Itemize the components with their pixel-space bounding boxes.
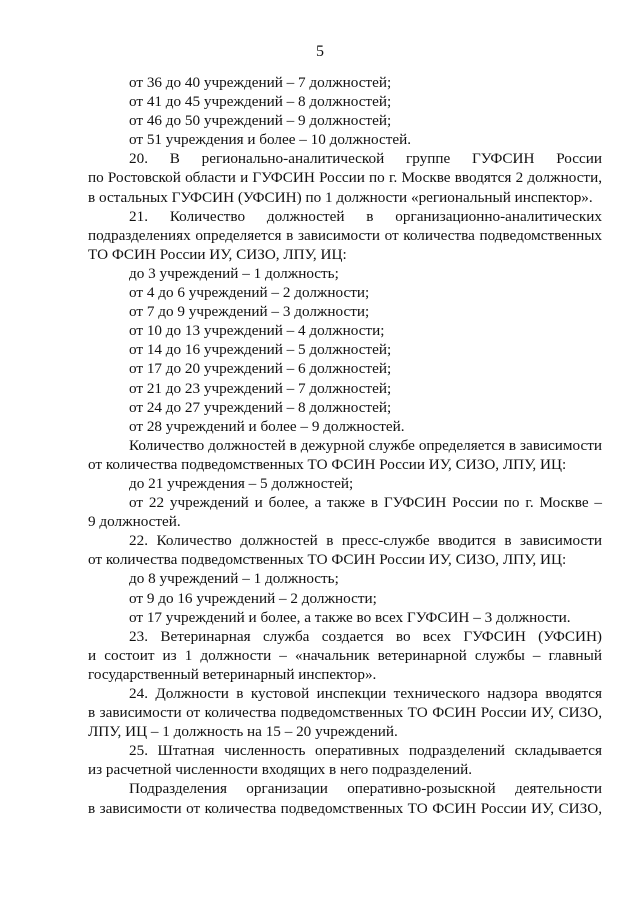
- list-item: до 8 учреждений – 1 должность;: [129, 570, 339, 588]
- list-item: от 10 до 13 учреждений – 4 должности;: [129, 322, 385, 340]
- page-number: 5: [316, 43, 324, 60]
- paragraph-20: [88, 149, 602, 206]
- paragraph-duty-moscow: [88, 493, 602, 531]
- paragraph-line: ТО ФСИН России ИУ, СИЗО, ЛПУ, ИЦ:: [88, 245, 347, 263]
- paragraph-line: Количество должностей в дежурной службе определяется в зависимости: [129, 436, 602, 454]
- list-item: от 51 учреждения и более – 10 должностей.: [129, 131, 411, 149]
- list-item: до 3 учреждений – 1 должность;: [129, 264, 339, 282]
- paragraph-line: 9 должностей.: [88, 513, 181, 531]
- list-item: до 21 учреждения – 5 должностей;: [129, 474, 354, 492]
- list-item: от 36 до 40 учреждений – 7 должностей;: [129, 74, 392, 91]
- paragraph-line: в зависимости от количества подведомственных ТО ФСИН России ИУ, СИЗО,: [88, 799, 602, 817]
- paragraph-line: по Ростовской области и ГУФСИН России по г. Москве вводятся 2 должности,: [88, 169, 602, 187]
- paragraph-ord-units: [88, 779, 602, 817]
- paragraph-duty-service: [88, 436, 602, 474]
- paragraph-line: от количества подведомственных ТО ФСИН России ИУ, СИЗО, ЛПУ, ИЦ:: [88, 551, 567, 569]
- paragraph-23: [88, 627, 602, 684]
- document-body: [88, 73, 602, 818]
- list-item: от 17 до 20 учреждений – 6 должностей;: [129, 360, 392, 378]
- paragraph-line: подразделениях определяется в зависимости от количества подведомственных: [88, 226, 602, 244]
- paragraph-line: 24. Должности в кустовой инспекции технического надзора вводятся: [129, 685, 602, 702]
- paragraph-line: 20. В регионально-аналитической группе ГУФСИН России: [129, 150, 602, 168]
- paragraph-24: [88, 684, 602, 741]
- paragraph-line: из расчетной численности входящих в него подразделений.: [88, 761, 473, 779]
- paragraph-line: Подразделения организации оперативно-розыскной деятельности: [129, 780, 602, 798]
- list-item: от 24 до 27 учреждений – 8 должностей;: [129, 398, 392, 416]
- paragraph-line: ЛПУ, ИЦ – 1 должность на 15 – 20 учреждений.: [88, 723, 398, 741]
- paragraph-21: [88, 207, 602, 264]
- paragraph-line: 25. Штатная численность оперативных подразделений складывается: [129, 742, 602, 760]
- list-item: от 28 учреждений и более – 9 должностей.: [129, 417, 405, 435]
- list-item: от 21 до 23 учреждений – 7 должностей;: [129, 379, 392, 397]
- list-item: от 46 до 50 учреждений – 9 должностей;: [129, 112, 392, 130]
- paragraph-line: государственный ветеринарный инспектор».: [88, 665, 377, 683]
- paragraph-line: в зависимости от количества подведомственных ТО ФСИН России ИУ, СИЗО,: [88, 704, 602, 722]
- list-item: от 14 до 16 учреждений – 5 должностей;: [129, 341, 392, 359]
- list-item: от 7 до 9 учреждений – 3 должности;: [129, 303, 370, 321]
- paragraph-line: от 22 учреждений и более, а также в ГУФСИН России по г. Москве –: [129, 494, 602, 512]
- paragraph-line: 22. Количество должностей в пресс-службе вводится в зависимости: [129, 532, 602, 550]
- paragraph-line: 21. Количество должностей в организационно-аналитических: [129, 207, 602, 225]
- list-item: от 41 до 45 учреждений – 8 должностей;: [129, 93, 392, 111]
- paragraph-line: и состоит из 1 должности – «начальник ветеринарной службы – главный: [88, 646, 602, 664]
- paragraph-line: от количества подведомственных ТО ФСИН России ИУ, СИЗО, ЛПУ, ИЦ:: [88, 455, 567, 473]
- list-item: от 4 до 6 учреждений – 2 должности;: [129, 284, 370, 302]
- paragraph-25: [88, 741, 602, 779]
- list-item: от 9 до 16 учреждений – 2 должности;: [129, 589, 377, 607]
- paragraph-22: [88, 531, 602, 569]
- paragraph-line: 23. Ветеринарная служба создается во всех ГУФСИН (УФСИН): [129, 627, 602, 645]
- paragraph-line: в остальных ГУФСИН (УФСИН) по 1 должности «региональный инспектор».: [88, 188, 593, 206]
- list-item: от 17 учреждений и более, а также во всех ГУФСИН – 3 должности.: [129, 608, 571, 626]
